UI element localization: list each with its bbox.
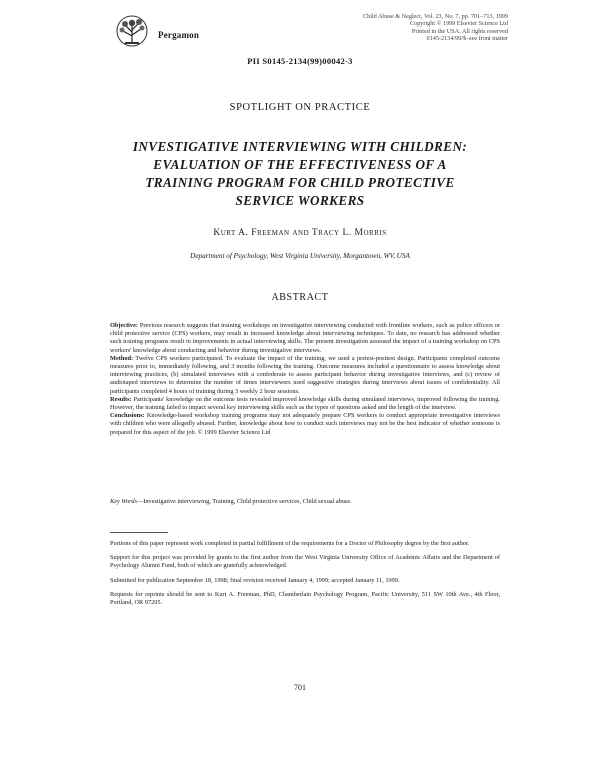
keywords-text: —Investigative interviewing, Training, Child protective services, Child sexual abuse. [137, 498, 352, 505]
author-list: Kurt A. Freeman and Tracy L. Morris [213, 228, 387, 238]
journal-info-line: 0145-2134/99/$–see front matter [426, 35, 508, 43]
pergamon-tree-logo-icon [112, 14, 152, 50]
footnote: Portions of this paper represent work completed in partial fulfillment of the requirements for a Doctor of Philosophy degree by the first author. [110, 540, 470, 547]
footnote-divider [110, 532, 168, 533]
results-text: Participants' knowledge on the outcome tests revealed improved knowledge skills during simulated interviews, improved following the training. However, the training failed to impact several key interviewing skills such as the types of questions asked and the length of the interview. [110, 395, 500, 412]
journal-info-line: Printed in the USA. All rights reserved [411, 27, 508, 35]
footnote: Support for this project was provided by grants to the first author from the West Virginia University Office of Academic Affairs and the Department of Psychology Alumni Fund, both of which are gratefully acknowledged. [110, 554, 500, 570]
section-label: SPOTLIGHT ON PRACTICE [229, 102, 371, 113]
method-label: Method: [110, 354, 134, 362]
journal-citation-block [363, 13, 508, 43]
abstract-results [110, 396, 500, 412]
conclusions-text: Knowledge-based workshop training programs may not adequately prepare CPS workers to conduct appropriate investigative interviews with children who were allegedly abused. Further, knowledge about how to conduct such interviews may not be the best indicator of whether someone is prepared for this aspect of the job. © 1999 Elsevier Science Ltd [110, 412, 500, 436]
page-number: 701 [294, 683, 306, 692]
title-line: INVESTIGATIVE INTERVIEWING WITH CHILDREN: [132, 139, 468, 154]
title-line: SERVICE WORKERS [235, 193, 365, 208]
method-text: Twelve CPS workers participated. To evaluate the impact of the training, we used a pretest-posttest design. Participants completed outcome measures prior to, immediately following, and 3 months following the training. Outcome measures included a questionnaire to assess knowledge about interviewing practices, (b) simulated interviews with a confederate to assess participant behavior during investigative interviews, and (c) review of audiotaped interviews to determine the number of times interviewers used suggestive strategies during interviews about issues of confidentiality. All participants completed 4 hours of training during 3 weekly 2 hour sessions. [110, 354, 500, 395]
conclusions-label: Conclusions: [110, 412, 145, 420]
title-line: TRAINING PROGRAM FOR CHILD PROTECTIVE [145, 175, 455, 190]
pii-identifier: PII S0145-2134(99)00042-3 [247, 56, 353, 66]
journal-info-line: Copyright © 1999 Elsevier Science Ltd [409, 20, 508, 28]
footnotes [110, 540, 500, 613]
paper-title [90, 138, 510, 210]
journal-info-line: Child Abuse & Neglect, Vol. 23, No. 7, pp. 701–713, 1999 [362, 13, 508, 20]
keywords [110, 498, 500, 506]
title-line: EVALUATION OF THE EFFECTIVENESS OF A [153, 157, 447, 172]
publisher-name: Pergamon [158, 30, 200, 40]
abstract-objective [110, 322, 500, 355]
footnote: Requests for reprints should be sent to Kurt A. Freeman, PhD, Chamberlain Psychology Program, Pacific University, 511 SW 10th Ave., 4th Floor, Portland, OR 97205. [110, 590, 500, 607]
author-affiliation: Department of Psychology, West Virginia University, Morgantown, WV, USA [190, 252, 410, 260]
abstract-heading: ABSTRACT [271, 292, 329, 303]
results-label: Results: [110, 395, 132, 403]
abstract-body [110, 322, 500, 437]
abstract-conclusions [110, 412, 500, 437]
keywords-label: Key Words [110, 498, 137, 505]
abstract-method [110, 355, 500, 396]
objective-label: Objective: [110, 322, 138, 329]
footnote: Submitted for publication September 18, 1998; final revision received January 4, 1999; accepted January 11, 1999. [110, 576, 400, 584]
objective-text: Previous research suggests that training workshops on investigative interviewing conducted with frontline workers, such as police officers or child protective service (CPS) workers, may result in increased knowledge about interviewing techniques. To date, no research has addressed whether such training programs result in improvements in actual interviewing skills. The present investigation assessed the impact of a training workshop on CPS workers' knowledge about conducting and behavior during investigative interviews. [110, 322, 501, 354]
